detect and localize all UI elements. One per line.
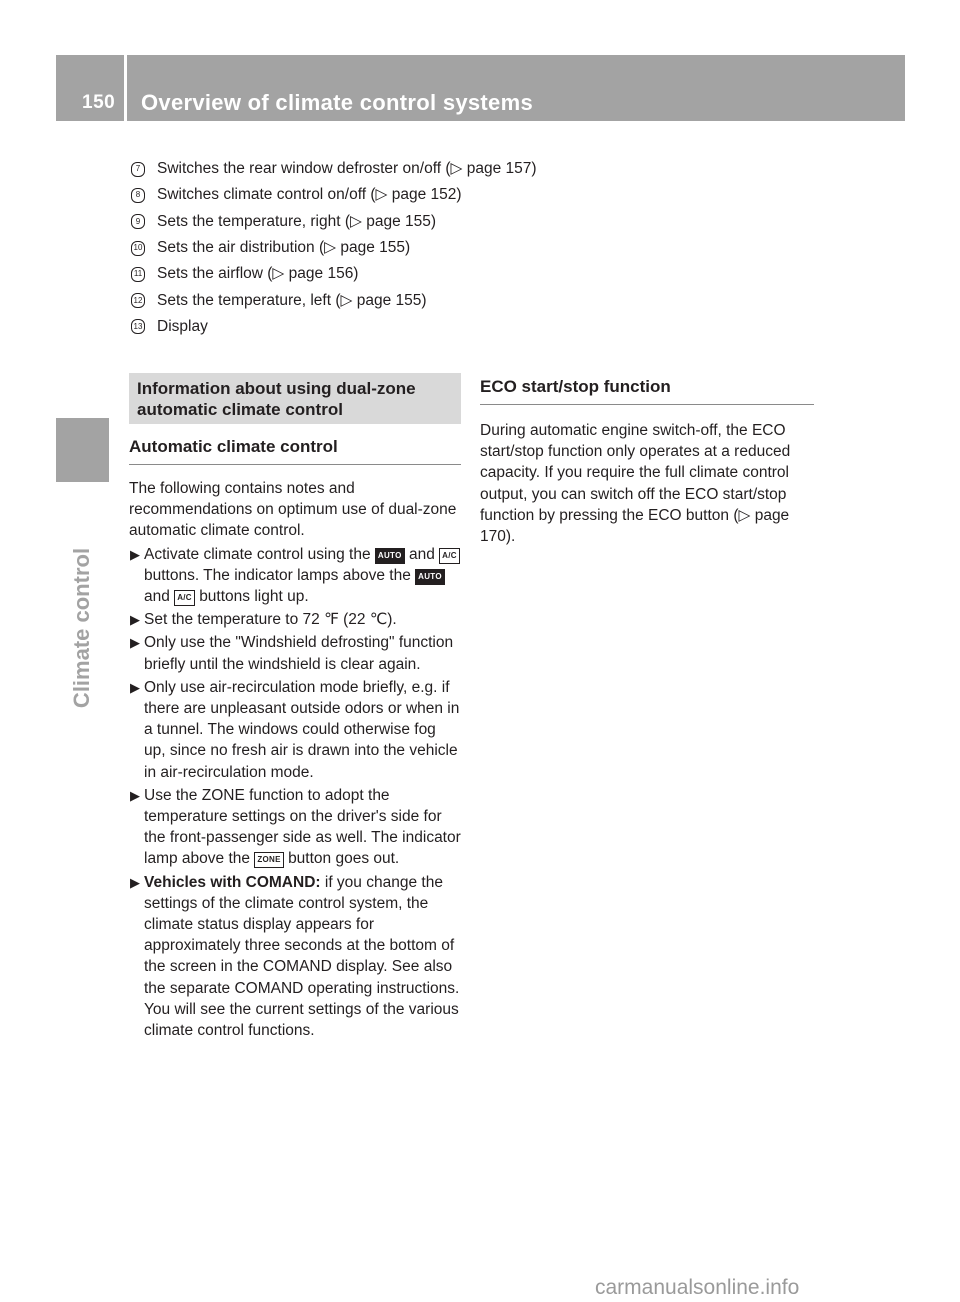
bullet-bold-lead: Vehicles with COMAND: [144,873,321,891]
bullet-text: buttons. The indicator lamps above the [144,566,411,584]
list-item [129,544,461,608]
page-number: 150 [82,92,116,113]
header-divider [124,55,127,121]
page-title: Overview of climate control systems [141,90,533,115]
bullet-list [129,544,461,1042]
legend-item [131,314,601,340]
legend-item [131,156,601,182]
list-item [129,677,461,783]
bullet-text: button goes out. [288,850,400,868]
bullet-text: Set the temperature to 72 ℉ (22 ℃). [144,611,397,629]
bullet-marker: ▶ [130,546,140,562]
side-tab-label: Climate control [69,547,94,709]
intro-paragraph: The following contains notes and recommendations on optimum use of dual-zone automatic climate control. [129,480,457,540]
legend-number: 13 [131,319,145,334]
watermark: carmanualsonline.info [595,1276,800,1299]
bullet-text: Only use the "Windshield defrosting" function briefly until the windshield is clear again. [144,634,454,673]
bullet-marker: ▶ [130,612,140,628]
bullet-text: Only use air-recirculation mode briefly, e.g. if there are unpleasant outside odors or when in a tunnel. The windows could otherwise fog up, since no fresh air is drawn into the vehicle in air-recirculation mode. [144,678,460,781]
legend-item [131,287,601,313]
ac-button-icon: A/C [174,590,195,606]
section-heading: Information about using dual-zone automatic climate control [129,373,461,424]
auto-button-icon: AUTO [375,548,405,564]
legend-text: Sets the airflow (▷ page 156) [157,265,359,283]
bullet-text: Use the ZONE function to adopt the temperature settings on the driver's side for the front-passenger side as well. The indicator lamp above the [144,786,461,868]
legend-text: Sets the temperature, left (▷ page 155) [157,291,427,309]
list-item [129,609,461,630]
bullet-text: buttons light up. [199,588,309,606]
bullet-marker: ▶ [130,874,140,890]
list-item [129,872,461,1042]
legend-text: Sets the temperature, right (▷ page 155) [157,212,437,230]
legend-number: 12 [131,293,145,308]
bullet-marker: ▶ [130,679,140,695]
subheading-automatic-climate-control: Automatic climate control [129,437,461,465]
legend-number: 8 [131,188,145,203]
side-tab-block [56,418,109,482]
legend-number: 11 [131,267,145,282]
legend-text: Display [157,317,208,335]
bullet-text: Activate climate control using the [144,545,371,563]
left-column [129,373,461,1041]
eco-paragraph: During automatic engine switch-off, the ECO start/stop function only operates at a reduced capacity. If you require the full climate control output, you can switch off the ECO start/stop function by pressing the ECO button (▷ page 170). [480,422,791,546]
legend-number: 7 [131,162,145,177]
legend-item [131,235,601,261]
legend-number: 10 [131,241,145,256]
legend-item [131,182,601,208]
right-column [480,373,814,547]
bullet-marker: ▶ [130,635,140,651]
legend-number: 9 [131,214,145,229]
ac-button-icon: A/C [439,548,460,564]
list-item [129,785,461,870]
list-item [129,632,461,674]
bullet-text: and [144,588,170,606]
bullet-text: if you change the settings of the climate control system, the climate status display appears for approximately three seconds at the bottom of the screen in the COMAND display. See also the separate COMAND operating instructions. You will see the current settings of the various climate control functions. [144,873,460,1040]
subheading-eco-start-stop: ECO start/stop function [480,377,814,405]
auto-button-icon: AUTO [415,569,445,585]
legend-text: Switches the rear window defroster on/off (▷ page 157) [157,160,537,178]
legend-list [131,156,601,340]
legend-text: Sets the air distribution (▷ page 155) [157,239,411,257]
bullet-text: and [408,545,435,563]
legend-item [131,209,601,235]
zone-button-icon: ZONE [254,852,283,868]
legend-text: Switches climate control on/off (▷ page 152) [157,186,462,204]
bullet-marker: ▶ [130,787,140,803]
legend-item [131,261,601,287]
